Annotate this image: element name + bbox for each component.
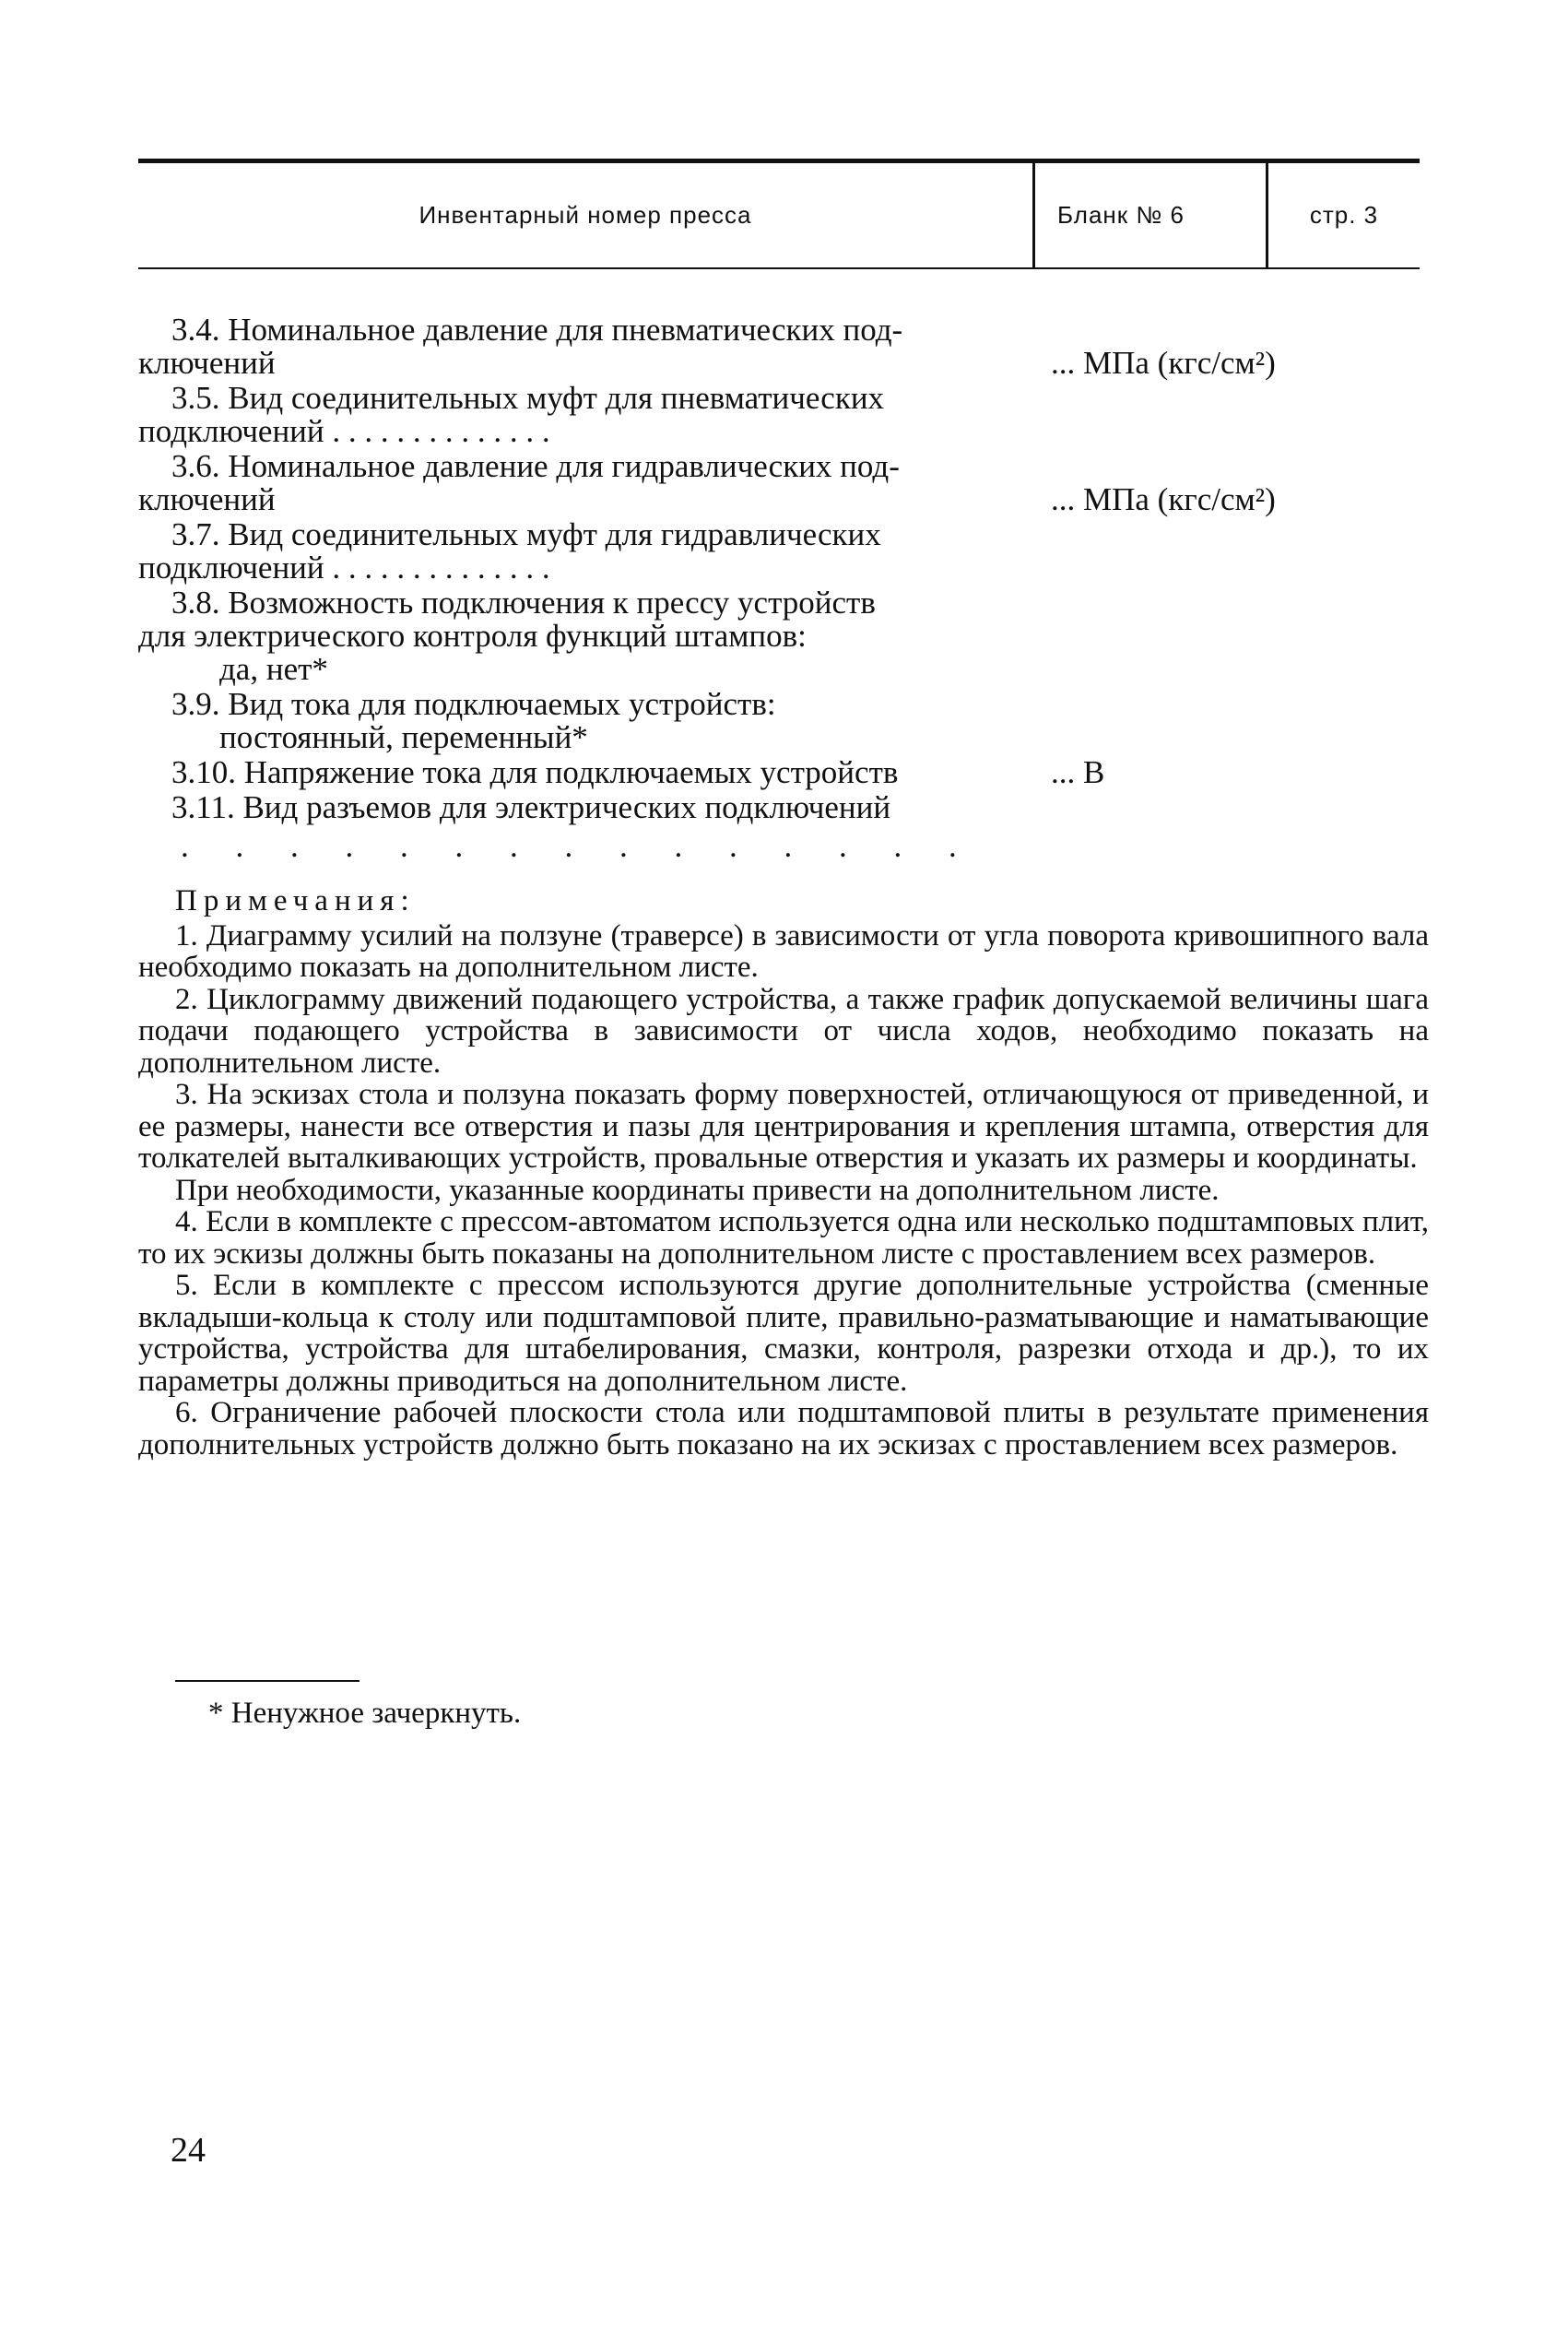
item-unit: ... МПа (кгс/см²) xyxy=(1051,481,1276,517)
list-item xyxy=(138,688,1023,754)
item-text: 3.8. Возможность подключения к прессу устройств xyxy=(171,585,876,621)
page-label: стр. 3 xyxy=(1309,201,1379,229)
item-unit: ... В xyxy=(1051,754,1105,790)
notes-section xyxy=(138,884,1429,1461)
note-paragraph: 4. Если в комплекте с прессом-автоматом используется одна или несколько подштамповых плит, то их эскизы должны быть показаны на дополнительном листе с проставлением всех размеров. xyxy=(138,1205,1429,1271)
item-text-cont: подключений . . . . . . . . . . . . . . xyxy=(138,413,550,449)
item-text: 3.5. Вид соединительных муфт для пневматических xyxy=(171,380,885,416)
item-text-cont: для электрического контроля функций штампов: xyxy=(138,618,807,654)
footnote-rule xyxy=(175,1680,360,1682)
note-paragraph: 6. Ограничение рабочей плоскости стола или подштамповой плиты в результате применения дополнительных устройств должно быть показано на их эскизах с проставлением всех размеров. xyxy=(138,1396,1429,1461)
list-item xyxy=(138,754,1105,790)
notes-heading: Примечания: xyxy=(175,884,416,917)
list-item xyxy=(138,448,1276,517)
list-item xyxy=(138,586,1023,686)
item-options: да, нет* xyxy=(219,651,328,687)
list-item xyxy=(138,382,1023,448)
item-text: 3.6. Номинальное давление для гидравлических под- xyxy=(171,448,900,484)
list-item xyxy=(138,791,1023,863)
item-text: 3.9. Вид тока для подключаемых устройств: xyxy=(171,686,776,722)
form-header-table xyxy=(138,159,1420,269)
note-paragraph: При необходимости, указанные координаты привести на дополнительном листе. xyxy=(175,1173,1220,1207)
item-text: 3.7. Вид соединительных муфт для гидравлических xyxy=(171,516,881,552)
item-text: 3.4. Номинальное давление для пневматических под- xyxy=(171,312,903,348)
item-text-cont: подключений . . . . . . . . . . . . . . xyxy=(138,550,550,586)
item-text-cont: ключений xyxy=(138,481,276,517)
inventory-number-label: Инвентарный номер пресса xyxy=(419,201,752,229)
item-options: постоянный, переменный* xyxy=(219,719,588,755)
page-number: 24 xyxy=(171,2131,206,2170)
note-paragraph: 5. Если в комплекте с прессом используются другие дополнительные устройства (сменные вкладыши-кольца к столу или подштамповой плите, правильно-разматывающие и наматывающие устройства, устройства для штабелирования, смазки, контроля, разрезки отхода и др.), то их параметры должны приводиться на дополнительном листе. xyxy=(138,1269,1429,1398)
list-item xyxy=(138,518,1023,585)
note-paragraph: 1. Диаграмму усилий на ползуне (траверсе) в зависимости от угла поворота кривошипного вала необходимо показать на дополнительном листе. xyxy=(138,918,1429,984)
note-paragraph: 3. На эскизах стола и ползуна показать форму поверхностей, отличающуюся от приведенной, и ее размеры, нанести все отверстия и пазы для центрирования и крепления штампа, отверстия для толкателей выталкивающих устройств, провальные отверстия и указать их размеры и координаты. xyxy=(138,1078,1429,1175)
form-number-label: Бланк № 6 xyxy=(1032,163,1268,267)
item-unit: ... МПа (кгс/см²) xyxy=(1051,345,1276,381)
items-list xyxy=(138,314,1337,865)
item-text: 3.11. Вид разъемов для электрических подключений xyxy=(171,789,891,825)
note-paragraph: 2. Циклограмму движений подающего устройства, а также график допускаемой величины шага подачи подающего устройства в зависимости от числа ходов, необходимо показать на дополнительном листе. xyxy=(138,982,1429,1080)
footnote: * Ненужное зачеркнуть. xyxy=(208,1697,522,1730)
list-item xyxy=(138,312,1276,381)
item-text-cont: ключений xyxy=(138,345,276,381)
item-text: 3.10. Напряжение тока для подключаемых устройств xyxy=(171,754,899,790)
item-dots: . . . . . . . . . . . . . . . xyxy=(181,828,976,864)
